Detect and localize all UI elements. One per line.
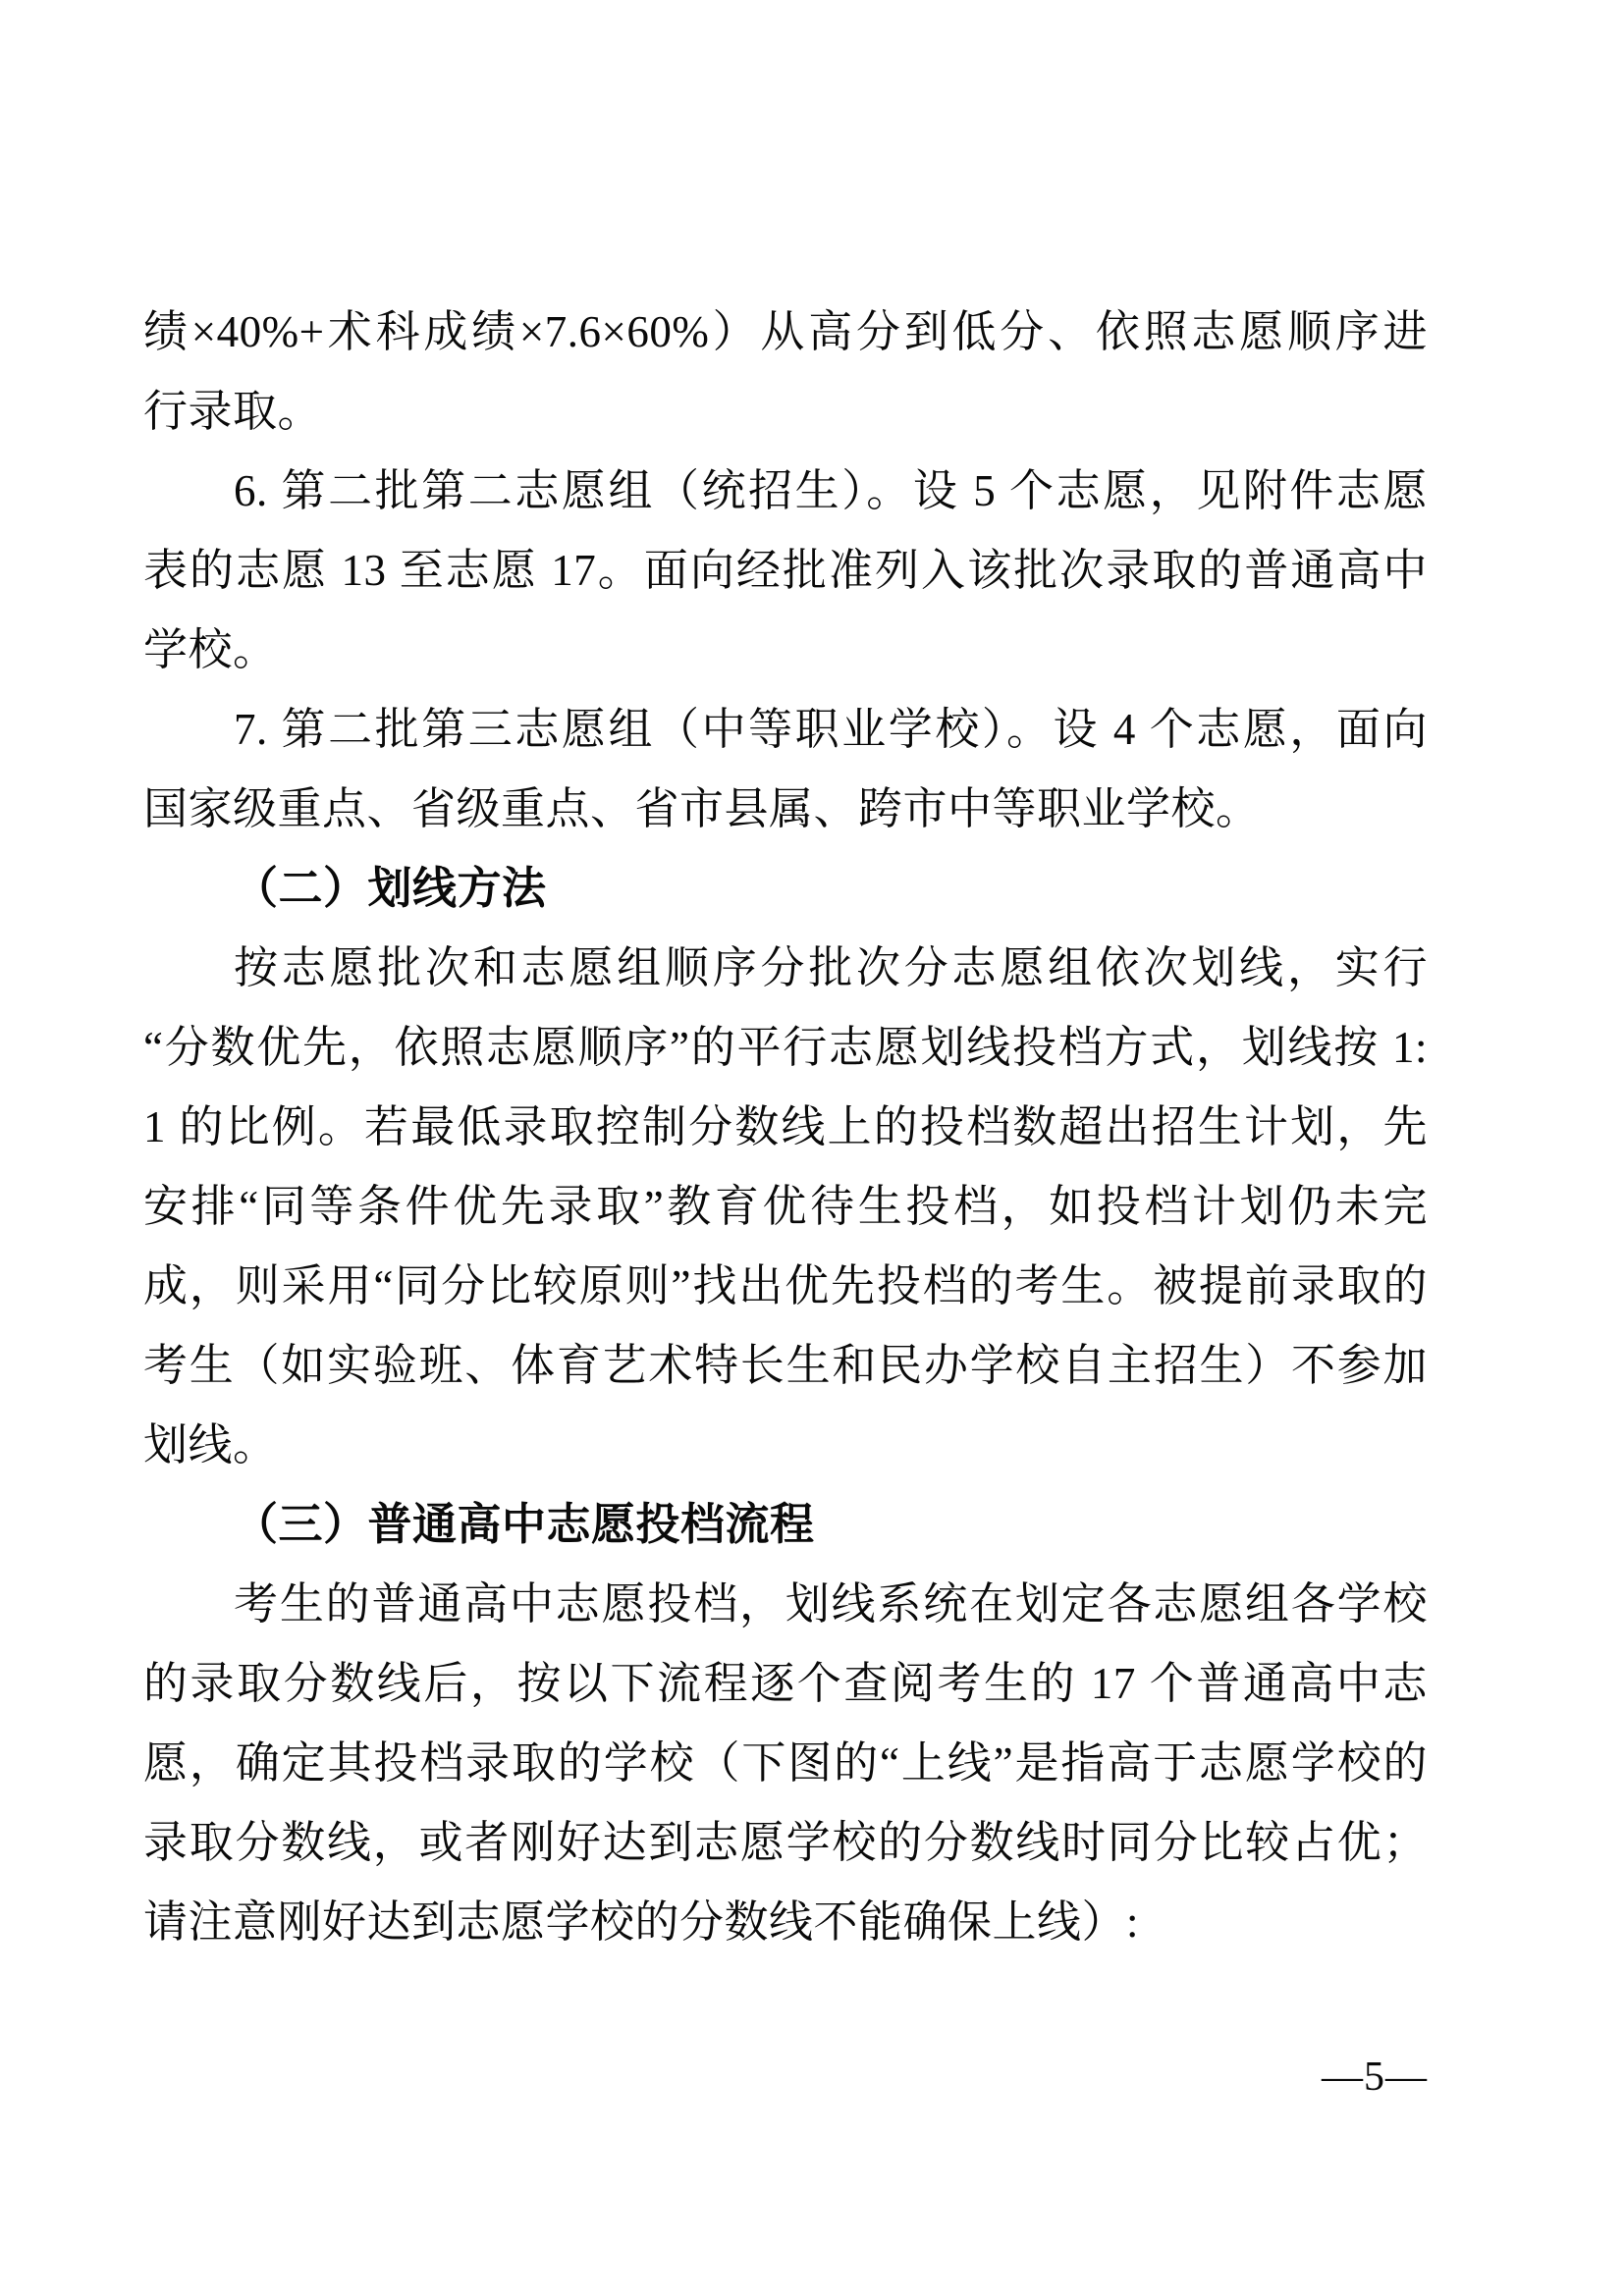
body-line: 绩×40%+术科成绩×7.6×60%）从高分到低分、依照志愿顺序进	[143, 307, 1428, 356]
body-line: 表的志愿 13 至志愿 17。面向经批准列入该批次录取的普通高中	[143, 546, 1428, 595]
body-line: 考生（如实验班、体育艺术特长生和民办学校自主招生）不参加	[143, 1341, 1428, 1390]
body-line: 的录取分数线后，按以下流程逐个查阅考生的 17 个普通高中志	[143, 1659, 1428, 1708]
body-line: 按志愿批次和志愿组顺序分批次分志愿组依次划线，实行	[234, 943, 1428, 992]
body-line: 1 的比例。若最低录取控制分数线上的投档数超出招生计划，先	[143, 1102, 1428, 1151]
body-line: 划线。	[143, 1420, 278, 1469]
page-number: —5—	[1322, 2055, 1428, 2100]
body-line: 成，则采用“同分比较原则”找出优先投档的考生。被提前录取的	[143, 1261, 1428, 1310]
body-line: 录取分数线，或者刚好达到志愿学校的分数线时同分比较占优；	[143, 1818, 1428, 1867]
document-body	[143, 293, 1428, 1962]
body-line: 考生的普通高中志愿投档，划线系统在划定各志愿组各学校	[234, 1579, 1428, 1629]
body-line: 6. 第二批第二志愿组（统招生）。设 5 个志愿，见附件志愿	[234, 466, 1428, 515]
body-line: 国家级重点、省级重点、省市县属、跨市中等职业学校。	[143, 784, 1261, 833]
body-line: 请注意刚好达到志愿学校的分数线不能确保上线）:	[143, 1897, 1140, 1947]
body-line: “分数优先，依照志愿顺序”的平行志愿划线投档方式，划线按 1:	[143, 1023, 1428, 1072]
body-line: 行录取。	[143, 387, 323, 436]
section-heading: （二）划线方法	[234, 864, 547, 913]
body-line: 愿，确定其投档录取的学校（下图的“上线”是指高于志愿学校的	[143, 1738, 1428, 1788]
section-heading: （三）普通高中志愿投档流程	[234, 1500, 815, 1549]
body-line: 学校。	[143, 625, 278, 674]
body-line: 7. 第二批第三志愿组（中等职业学校）。设 4 个志愿，面向	[234, 705, 1428, 754]
body-line: 安排“同等条件优先录取”教育优待生投档，如投档计划仍未完	[143, 1182, 1428, 1231]
